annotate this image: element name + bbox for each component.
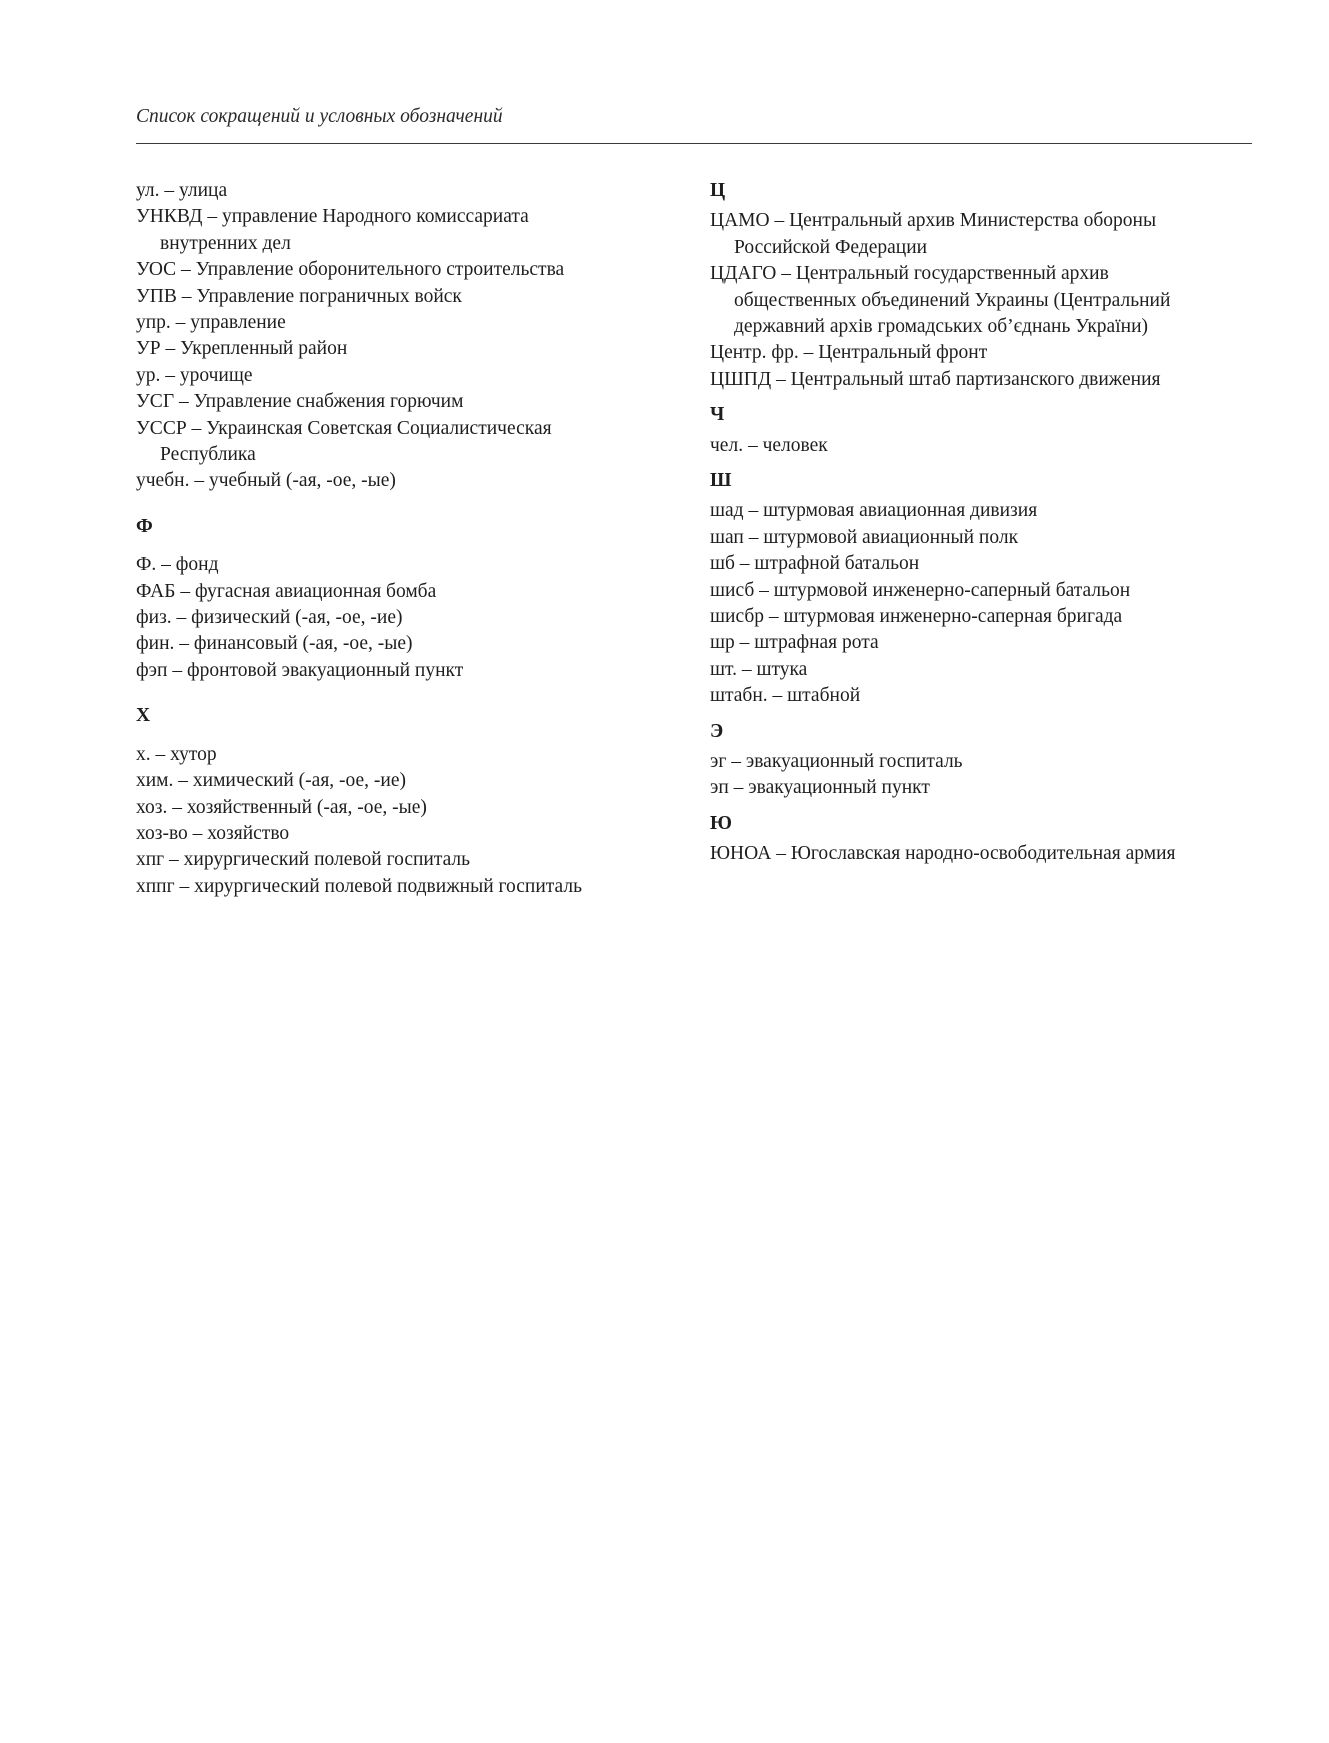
entry-text: хпг – хирургический полевой госпиталь (136, 849, 471, 871)
abbreviation-entry (710, 841, 1255, 867)
entry-text: хппг – хирургический полевой подвижный госпиталь (136, 875, 582, 897)
abbreviation-entry (710, 578, 1255, 604)
header-rule (136, 143, 1252, 144)
entry-text: шисбр – штурмовая инженерно-саперная бригада (710, 606, 1123, 628)
section-letter: Ц (710, 180, 726, 201)
abbreviation-section-э (710, 719, 1255, 802)
abbreviation-entry (136, 336, 676, 362)
entry-text: физ. – физический (-ая, -ое, -ие) (136, 607, 403, 629)
abbreviation-entry (710, 208, 1255, 261)
left-column (136, 178, 676, 900)
entry-text: упр. – управление (136, 312, 286, 334)
abbreviation-entry (710, 367, 1255, 393)
entry-text: штабн. – штабной (710, 685, 861, 707)
abbreviation-entry (710, 433, 1255, 459)
abbreviation-entry (136, 795, 676, 821)
abbreviation-entry (710, 551, 1255, 577)
abbreviation-entry (136, 742, 676, 768)
entry-text: фин. – финансовый (-ая, -ое, -ые) (136, 633, 413, 655)
entry-text: учебн. – учебный (-ая, -ое, -ые) (136, 470, 396, 492)
section-letter: Х (136, 705, 151, 727)
abbreviation-entry (710, 749, 1255, 775)
entry-text: ЦДАГО – Центральный государственный архив (710, 263, 1109, 285)
section-letter: Ч (710, 404, 725, 426)
abbreviation-entry (136, 310, 676, 336)
entry-continuation: Республика (160, 444, 256, 466)
abbreviation-section-ш (710, 468, 1255, 710)
entry-text: ур. – урочище (136, 364, 253, 386)
abbreviation-entry (710, 657, 1255, 683)
entry-text: шисб – штурмовой инженерно-саперный батальон (710, 579, 1131, 601)
abbreviation-entry (710, 683, 1255, 709)
entry-text: х. – хутор (136, 743, 217, 765)
abbreviation-list (710, 841, 1255, 867)
entry-text: эп – эвакуационный пункт (710, 777, 930, 799)
abbreviation-entry (136, 821, 676, 847)
entry-text: Ф. – фонд (136, 554, 219, 576)
entry-continuation: внутренних дел (160, 232, 291, 254)
abbreviation-entry (136, 257, 676, 283)
abbreviation-entry (710, 261, 1255, 340)
section-letter: Ю (710, 812, 732, 834)
entry-text: ЮНОА – Югославская народно-освободительная армия (710, 843, 1176, 865)
abbreviation-entry (136, 389, 676, 415)
entry-continuation: общественных объединений Украины (Центральний (734, 289, 1171, 311)
section-letter: Ш (710, 470, 732, 492)
entry-text: хоз-во – хозяйство (136, 822, 290, 844)
entry-text: УПВ – Управление пограничных войск (136, 285, 462, 307)
abbreviation-list (710, 498, 1255, 709)
entry-text: ЦШПД – Центральный штаб партизанского движения (710, 368, 1161, 390)
entry-text: фэп – фронтовой эвакуационный пункт (136, 659, 464, 681)
entry-text: шт. – штука (710, 658, 808, 680)
section-letter: Э (710, 720, 724, 742)
abbreviation-section-ю (710, 811, 1255, 868)
abbreviation-list (136, 552, 676, 684)
entry-text: шап – штурмовой авиационный полк (710, 526, 1019, 548)
abbreviation-entry (710, 340, 1255, 366)
entry-text: шад – штурмовая авиационная дивизия (710, 500, 1038, 522)
abbreviation-entry (136, 416, 676, 469)
abbreviation-entry (136, 768, 676, 794)
abbreviation-list (710, 433, 1255, 459)
abbreviation-section-х (136, 703, 676, 900)
abbreviation-entry (136, 468, 676, 494)
entry-text: УССР – Украинская Советская Социалистическая (136, 417, 552, 439)
abbreviation-entry (136, 847, 676, 873)
entry-text: УОС – Управление оборонительного строительства (136, 259, 565, 281)
entry-text: шб – штрафной батальон (710, 553, 920, 575)
abbreviation-entry (136, 874, 676, 900)
abbreviation-section-ф (136, 514, 676, 684)
right-column (710, 178, 1255, 868)
entry-text: Центр. фр. – Центральный фронт (710, 342, 988, 364)
abbreviation-entry (710, 775, 1255, 801)
abbreviation-list (136, 742, 676, 900)
abbreviation-section-ц (710, 178, 1255, 393)
entry-text: чел. – человек (710, 434, 828, 456)
abbreviation-section-continued (136, 178, 676, 495)
abbreviation-list (710, 208, 1255, 393)
entry-text: УНКВД – управление Народного комиссариата (136, 206, 529, 228)
abbreviation-entry (136, 605, 676, 631)
abbreviation-entry (136, 552, 676, 578)
abbreviation-entry (136, 284, 676, 310)
entry-text: хоз. – хозяйственный (-ая, -ое, -ые) (136, 796, 427, 818)
entry-text: шр – штрафная рота (710, 632, 879, 654)
entry-text: ФАБ – фугасная авиационная бомба (136, 580, 437, 602)
entry-text: эг – эвакуационный госпиталь (710, 751, 963, 773)
abbreviation-entry (710, 498, 1255, 524)
abbreviation-entry (136, 658, 676, 684)
abbreviation-list (136, 178, 676, 495)
abbreviation-list (710, 749, 1255, 802)
running-head: Список сокращений и условных обозначений (136, 106, 503, 127)
abbreviation-entry (710, 604, 1255, 630)
abbreviation-entry (136, 579, 676, 605)
entry-text: УСГ – Управление снабжения горючим (136, 391, 464, 413)
abbreviation-entry (710, 630, 1255, 656)
entry-text: ЦАМО – Центральный архив Министерства обороны (710, 210, 1157, 232)
abbreviation-section-ч (710, 402, 1255, 459)
entry-text: ул. – улица (136, 180, 228, 201)
abbreviation-entry (136, 178, 676, 204)
abbreviation-entry (136, 363, 676, 389)
entry-text: УР – Укрепленный район (136, 338, 348, 360)
abbreviation-entry (710, 525, 1255, 551)
entry-continuation: державний архів громадських об’єднань України) (734, 316, 1148, 338)
section-letter: Ф (136, 515, 153, 537)
abbreviation-entry (136, 631, 676, 657)
abbreviation-entry (136, 204, 676, 257)
entry-continuation: Российской Федерации (734, 236, 928, 258)
entry-text: хим. – химический (-ая, -ое, -ие) (136, 770, 407, 792)
